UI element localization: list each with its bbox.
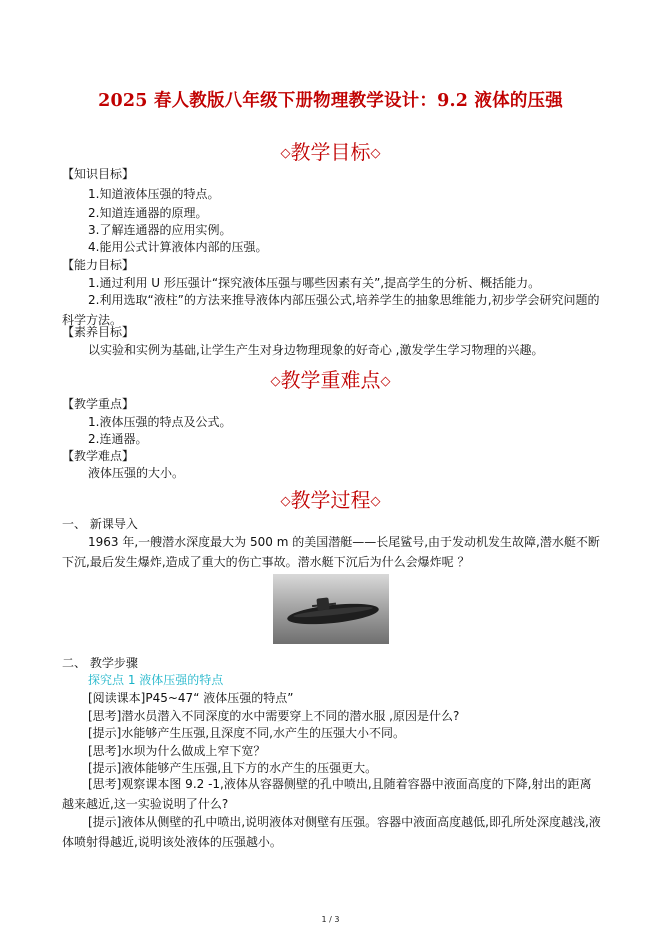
step2-line: [提示]水能够产生压强,且深度不同,水产生的压强大小不同。	[88, 726, 405, 740]
diamond-icon: ◇	[370, 146, 381, 161]
step2-line: [思考]水坝为什么做成上窄下宽？	[88, 744, 266, 758]
step2-line: [阅读课本]P45~47“ 液体压强的特点”	[88, 691, 294, 705]
section-heading-key-points: ◇教学重难点◇	[270, 368, 391, 392]
difficulty-label: 【教学难点】	[62, 449, 135, 463]
section-heading-process: ◇教学过程◇	[280, 488, 381, 512]
probe-title: 探究点 1 液体压强的特点	[88, 673, 224, 687]
ability-label: 【能力目标】	[62, 258, 135, 272]
diamond-icon: ◇	[280, 494, 291, 509]
diamond-icon: ◇	[370, 494, 381, 509]
difficulty-text: 液体压强的大小。	[88, 466, 185, 480]
focus-item: 2.连通器。	[88, 432, 148, 446]
step1-text: 1963 年,一艘潜水深度最大为 500 m 的美国潜艇——长尾鲨号,由于发动机发生故障,潜水艇不断下沉,最后发生爆炸,造成了重大的伤亡事故。潜水艇下沉后为什么会爆炸呢 ？	[62, 535, 600, 569]
step2-heading: 二、 教学步骤	[62, 656, 138, 670]
knowledge-item: 2.知道连通器的原理。	[88, 206, 208, 220]
knowledge-label: 【知识目标】	[62, 167, 135, 181]
diamond-icon: ◇	[270, 374, 281, 389]
diamond-icon: ◇	[280, 146, 291, 161]
diamond-icon: ◇	[380, 374, 391, 389]
submarine-image	[273, 574, 389, 644]
literacy-label: 【素养目标】	[62, 325, 135, 339]
document-title: 2025 春人教版八年级下册物理教学设计：9.2 液体的压强	[98, 91, 563, 111]
page-number: 1 / 3	[321, 915, 340, 924]
step2-observe: [思考]观察课本图 9.2 -1,液体从容器侧壁的孔中喷出,且随着容器中液面高度的下降,射出的距离越来越近,这一实验说明了什么?	[62, 777, 592, 811]
knowledge-item: 3.了解连通器的应用实例。	[88, 223, 232, 237]
step1-heading: 一、 新课导入	[62, 517, 138, 531]
knowledge-item: 4.能用公式计算液体内部的压强。	[88, 240, 268, 254]
section-heading-objectives: ◇教学目标◇	[280, 140, 381, 164]
step2-hint: [提示]液体从侧壁的孔中喷出,说明液体对侧壁有压强。容器中液面高度越低,即孔所处深度越浅,液体喷射得越近,说明该处液体的压强越小。	[62, 815, 601, 849]
focus-item: 1.液体压强的特点及公式。	[88, 415, 232, 429]
focus-label: 【教学重点】	[62, 397, 135, 411]
knowledge-item: 1.知道液体压强的特点。	[88, 187, 220, 201]
ability-item: 2.利用选取“液柱”的方法来推导液体内部压强公式,培养学生的抽象思维能力,初步学会研究问题的科学方法。	[62, 293, 600, 327]
step2-line: [提示]液体能够产生压强,且下方的水产生的压强更大。	[88, 761, 378, 775]
ability-item: 1.通过利用 U 形压强计“探究液体压强与哪些因素有关”,提高学生的分析、概括能力。	[88, 276, 541, 290]
step2-line: [思考]潜水员潜入不同深度的水中需要穿上不同的潜水服 ,原因是什么?	[88, 709, 460, 723]
literacy-text: 以实验和实例为基础,让学生产生对身边物理现象的好奇心 ,激发学生学习物理的兴趣。	[88, 343, 544, 357]
